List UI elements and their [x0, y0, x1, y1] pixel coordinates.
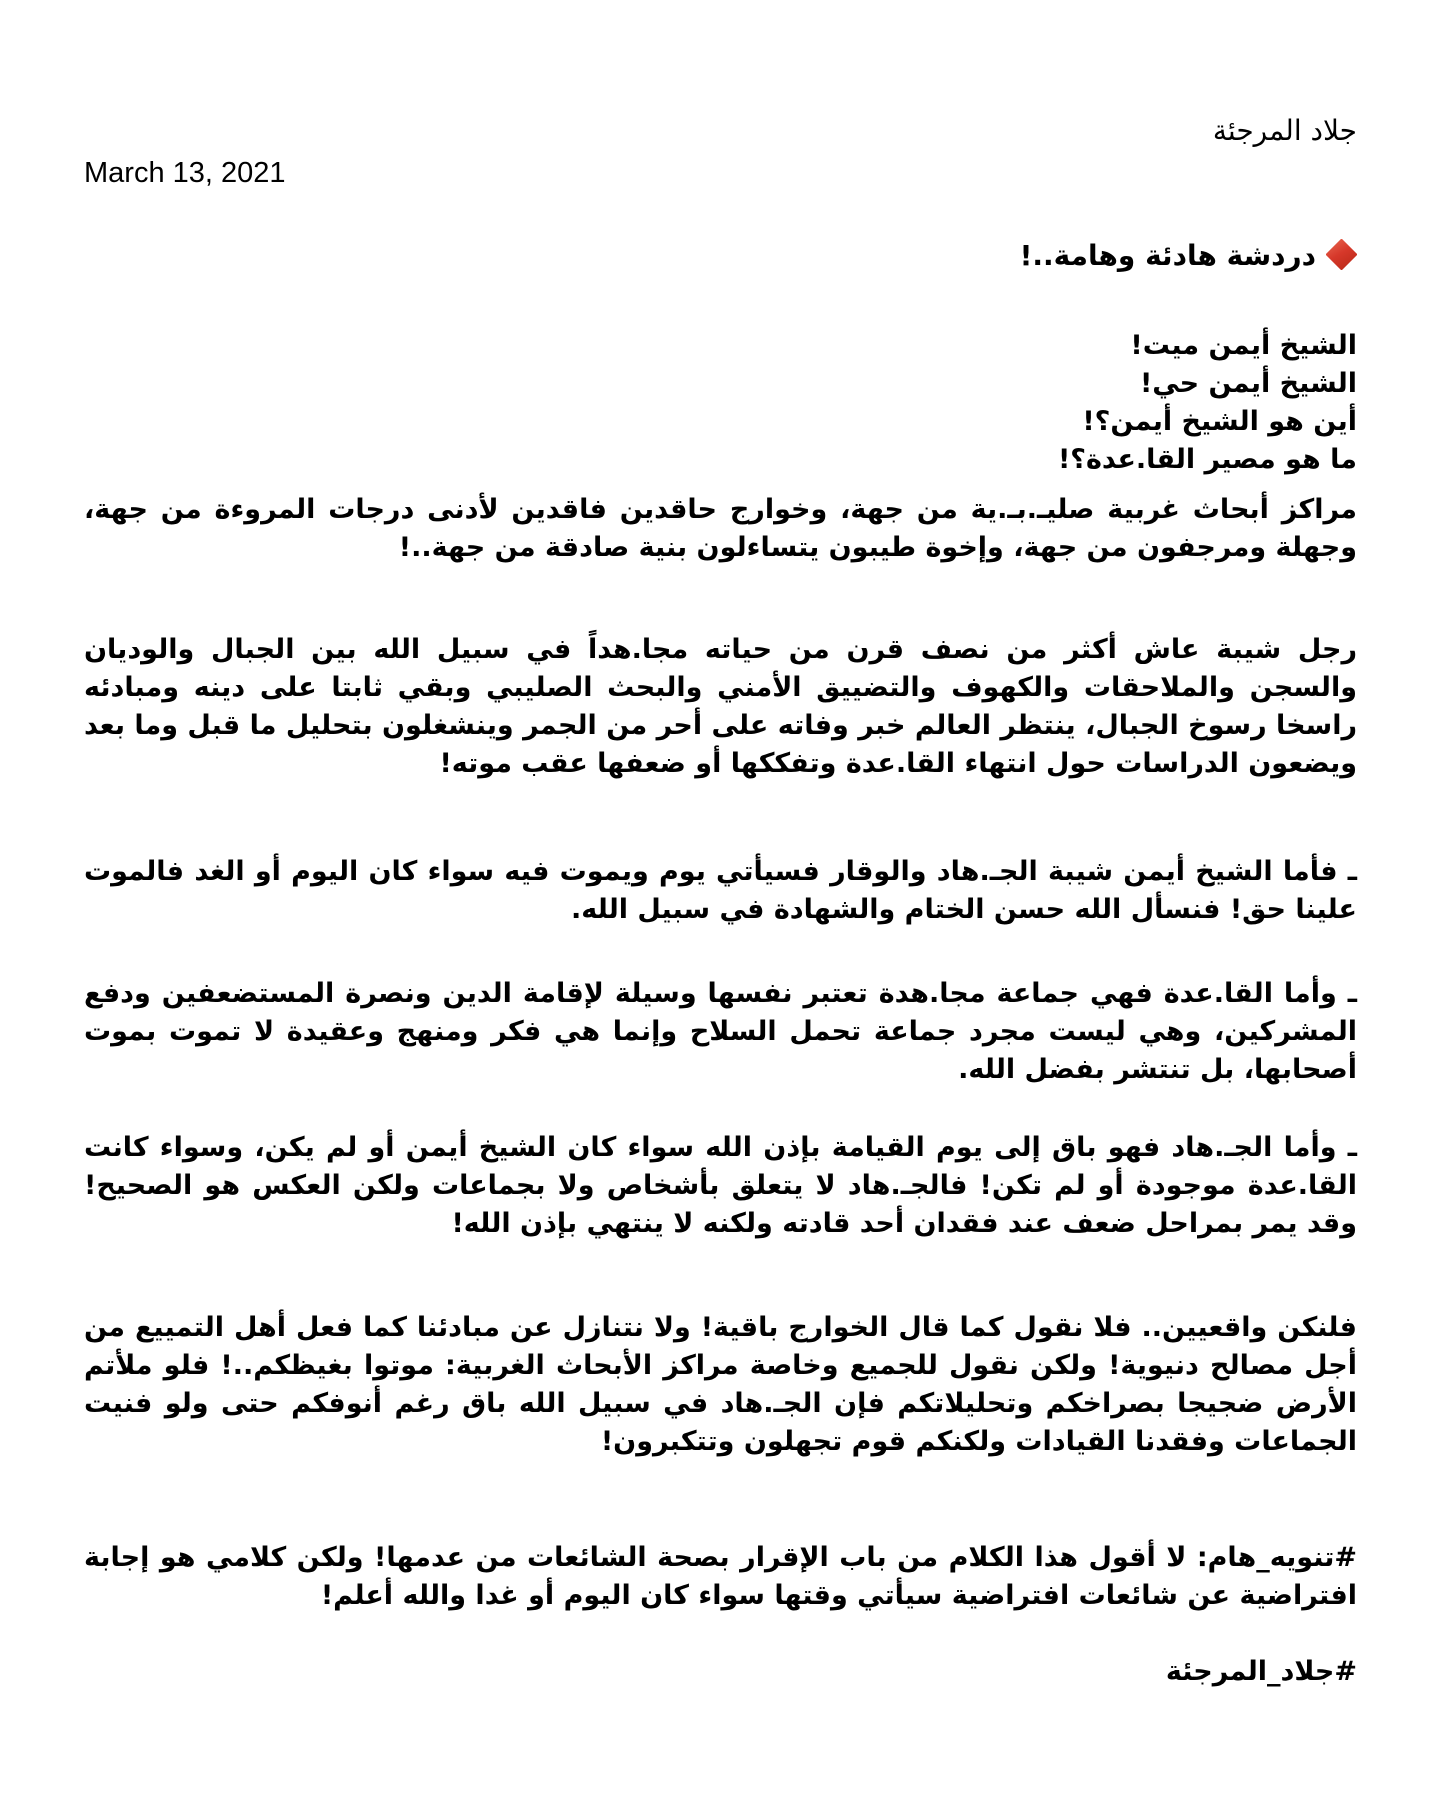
post-title — [84, 236, 1357, 281]
question-line: أين هو الشيخ أيمن؟! — [1082, 406, 1357, 437]
question-line: ما هو مصير القا.عدة؟! — [1057, 444, 1357, 475]
paragraph-sheikh-ayman: ـ فأما الشيخ أيمن شيبة الجـ.هاد والوقار فسيأتي يوم ويموت فيه سواء كان اليوم أو الغد فالموت علينا حق! فنسأل الله حسن الختام والشهادة في سبيل الله. — [84, 856, 1357, 925]
footer-hashtag: #جلاد_المرجئة — [1165, 1656, 1357, 1687]
questions-block — [84, 327, 1357, 479]
date-label: March 13, 2021 — [84, 157, 286, 189]
paragraph-research-centers: مراكز أبحاث غربية صليـ.بـ.ية من جهة، وخوارج حاقدين فاقدين لأدنى درجات المروءة من جهة، وجهلة ومرجفون من جهة، وإخوة طيبون يتساءلون بنية صادقة من جهة..! — [84, 494, 1357, 563]
red-diamond-icon — [1326, 239, 1357, 281]
post-title-text: دردشة هادئة وهامة..! — [1019, 239, 1316, 272]
question-line: الشيخ أيمن حي! — [1139, 368, 1357, 399]
document-page — [0, 112, 1435, 1803]
paragraph-qaeda: ـ وأما القا.عدة فهي جماعة مجا.هدة تعتبر نفسها وسيلة لإقامة الدين ونصرة المستضعفين ودفع المشركين، وهي ليست مجرد جماعة تحمل السلاح وإنما هي فكر ومنهج وعقيدة لا تموت بموت أصحابها، بل تنتشر بفضل الله. — [84, 978, 1357, 1085]
paragraph-old-man: رجل شيبة عاش أكثر من نصف قرن من حياته مجا.هداً في سبيل الله بين الجبال والوديان والسجن والملاحقات والكهوف والتضييق الأمني والبحث الصليبي وبقي ثابتا على دينه ومبادئه راسخا رسوخ الجبال، ينتظر العالم خبر وفاته على أحر من الجمر وينشغلون بتحليل ما قبل وما بعد ويضعون الدراسات حول انتهاء القا.عدة وتفككها أو ضعفها عقب موته! — [83, 634, 1357, 779]
paragraph-realists: فلنكن واقعيين.. فلا نقول كما قال الخوارج باقية! ولا نتنازل عن مبادئنا كما فعل أهل التمييع من أجل مصالح دنيوية! ولكن نقول للجميع وخاصة مراكز الأبحاث الغربية: موتوا بغيظكم..! فلو ملأتم الأرض ضجيجا بصراخكم وتحليلاتكم فإن الجـ.هاد في سبيل الله باق رغم أنوفكم حتى ولو فنيت الجماعات وفقدنا القيادات ولكنكم قوم تجهلون وتتكبرون! — [84, 1312, 1357, 1457]
paragraph-important-note: #تنويه_هام: لا أقول هذا الكلام من باب الإقرار بصحة الشائعات من عدمها! ولكن كلامي هو إجابة افتراضية عن شائعات افتراضية سيأتي وقتها سواء كان اليوم أو غدا والله أعلم! — [84, 1542, 1357, 1611]
paragraph-jihad: ـ وأما الجـ.هاد فهو باق إلى يوم القيامة بإذن الله سواء كان الشيخ أيمن أو لم يكن، وسواء كانت القا.عدة موجودة أو لم تكن! فالجـ.هاد لا يتعلق بأشخاص ولا بجماعات ولكن العكس هو الصحيح! وقد يمر بمراحل ضعف عند فقدان أحد قادته ولكنه لا ينتهي بإذن الله! — [84, 1132, 1357, 1239]
question-line: الشيخ أيمن ميت! — [1130, 330, 1357, 361]
page-title: جلاد المرجئة — [1212, 114, 1357, 147]
